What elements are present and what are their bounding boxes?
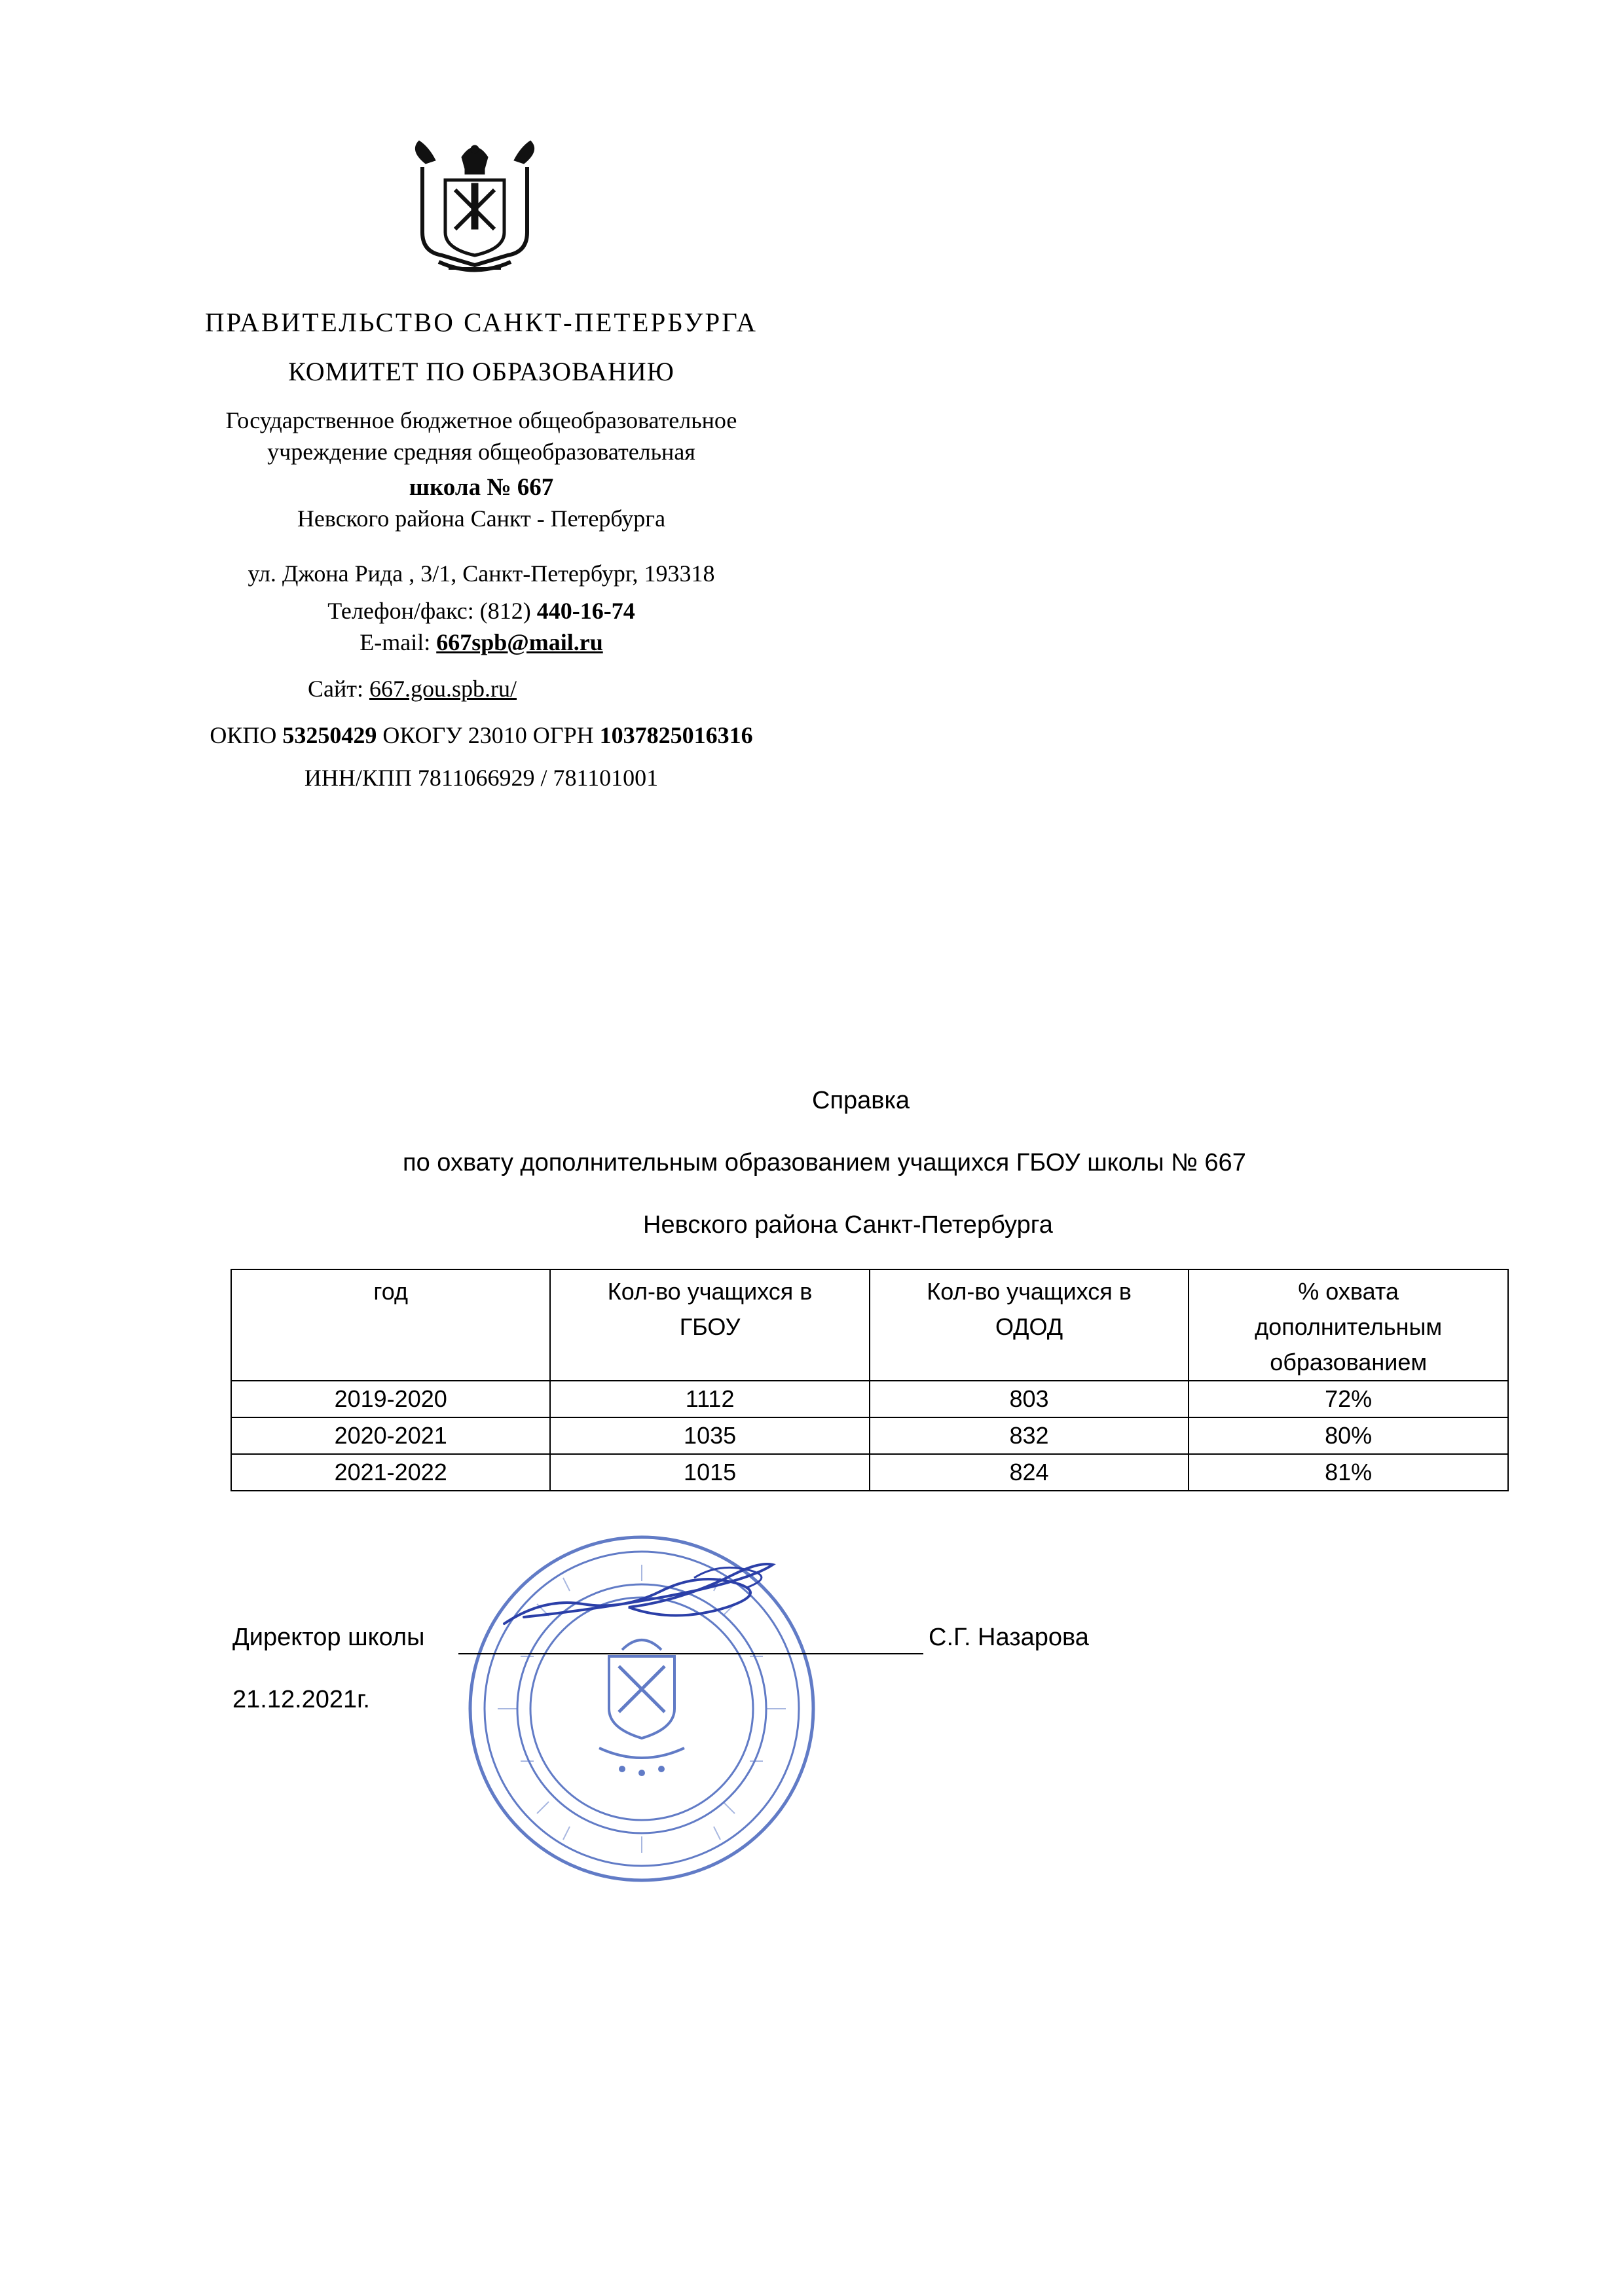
column-header-students-odod: Кол-во учащихся в ОДОД bbox=[870, 1269, 1189, 1381]
organization-line-2: учреждение средняя общеобразовательная bbox=[267, 439, 695, 465]
cell-students-odod: 824 bbox=[870, 1454, 1189, 1491]
organization-line-1: Государственное бюджетное общеобразовательное bbox=[225, 407, 737, 433]
cell-year: 2019-2020 bbox=[231, 1381, 550, 1417]
table-row bbox=[231, 1381, 1508, 1417]
column-header-students-school: Кол-во учащихся в ГБОУ bbox=[550, 1269, 869, 1381]
column-header-year: год bbox=[231, 1269, 550, 1381]
registration-codes bbox=[131, 723, 832, 747]
coverage-table bbox=[231, 1269, 1509, 1491]
site-line bbox=[308, 677, 517, 701]
site-label: Сайт: bbox=[308, 676, 369, 702]
ogrn-value: 1037825016316 bbox=[599, 722, 753, 748]
phone-number: 440-16-74 bbox=[536, 598, 635, 624]
column-header-coverage-percent: % охвата дополнительным образованием bbox=[1189, 1269, 1508, 1381]
cell-year: 2021-2022 bbox=[231, 1454, 550, 1491]
handwritten-signature bbox=[498, 1552, 838, 1650]
inn-kpp: ИНН/КПП 7811066929 / 781101001 bbox=[304, 765, 659, 791]
cell-students-odod: 803 bbox=[870, 1381, 1189, 1417]
cell-students-odod: 832 bbox=[870, 1417, 1189, 1454]
document-subtitle-1: по охвату дополнительным образованием учащихся ГБОУ школы № 667 bbox=[403, 1149, 1246, 1176]
cell-coverage-percent: 72% bbox=[1189, 1381, 1508, 1417]
director-name: С.Г. Назарова bbox=[929, 1624, 1089, 1651]
email-link[interactable]: 667spb@mail.ru bbox=[436, 629, 603, 655]
site-link[interactable]: 667.gou.spb.ru/ bbox=[369, 676, 517, 702]
okpo-value: 53250429 bbox=[282, 722, 377, 748]
director-label: Директор школы bbox=[232, 1624, 425, 1651]
school-address: ул. Джона Рида , 3/1, Санкт-Петербург, 193318 bbox=[248, 560, 715, 587]
committee-name: КОМИТЕТ ПО ОБРАЗОВАНИЮ bbox=[288, 357, 674, 386]
phone-line bbox=[131, 599, 832, 623]
table-header-row bbox=[231, 1269, 1508, 1381]
government-name: ПРАВИТЕЛЬСТВО САНКТ-ПЕТЕРБУРГА bbox=[204, 307, 758, 337]
cell-coverage-percent: 80% bbox=[1189, 1417, 1508, 1454]
email-line bbox=[131, 630, 832, 654]
phone-label: Телефон/факс: (812) bbox=[327, 598, 537, 624]
cell-students-school: 1112 bbox=[550, 1381, 869, 1417]
school-district: Невского района Санкт - Петербурга bbox=[297, 505, 666, 532]
okpo-label: ОКПО bbox=[210, 722, 283, 748]
table-row bbox=[231, 1454, 1508, 1491]
okogu-ogrn-label: ОКОГУ 23010 ОГРН bbox=[377, 722, 600, 748]
coat-of-arms-emblem bbox=[399, 137, 550, 282]
signature-line bbox=[458, 1653, 923, 1654]
table-row bbox=[231, 1417, 1508, 1454]
cell-coverage-percent: 81% bbox=[1189, 1454, 1508, 1491]
document-date: 21.12.2021г. bbox=[232, 1686, 370, 1713]
document-subtitle-2: Невского района Санкт-Петербурга bbox=[643, 1211, 1053, 1239]
email-label: E-mail: bbox=[360, 629, 437, 655]
cell-students-school: 1015 bbox=[550, 1454, 869, 1491]
document-title: Справка bbox=[812, 1087, 910, 1114]
cell-students-school: 1035 bbox=[550, 1417, 869, 1454]
school-name: школа № 667 bbox=[409, 474, 554, 501]
cell-year: 2020-2021 bbox=[231, 1417, 550, 1454]
